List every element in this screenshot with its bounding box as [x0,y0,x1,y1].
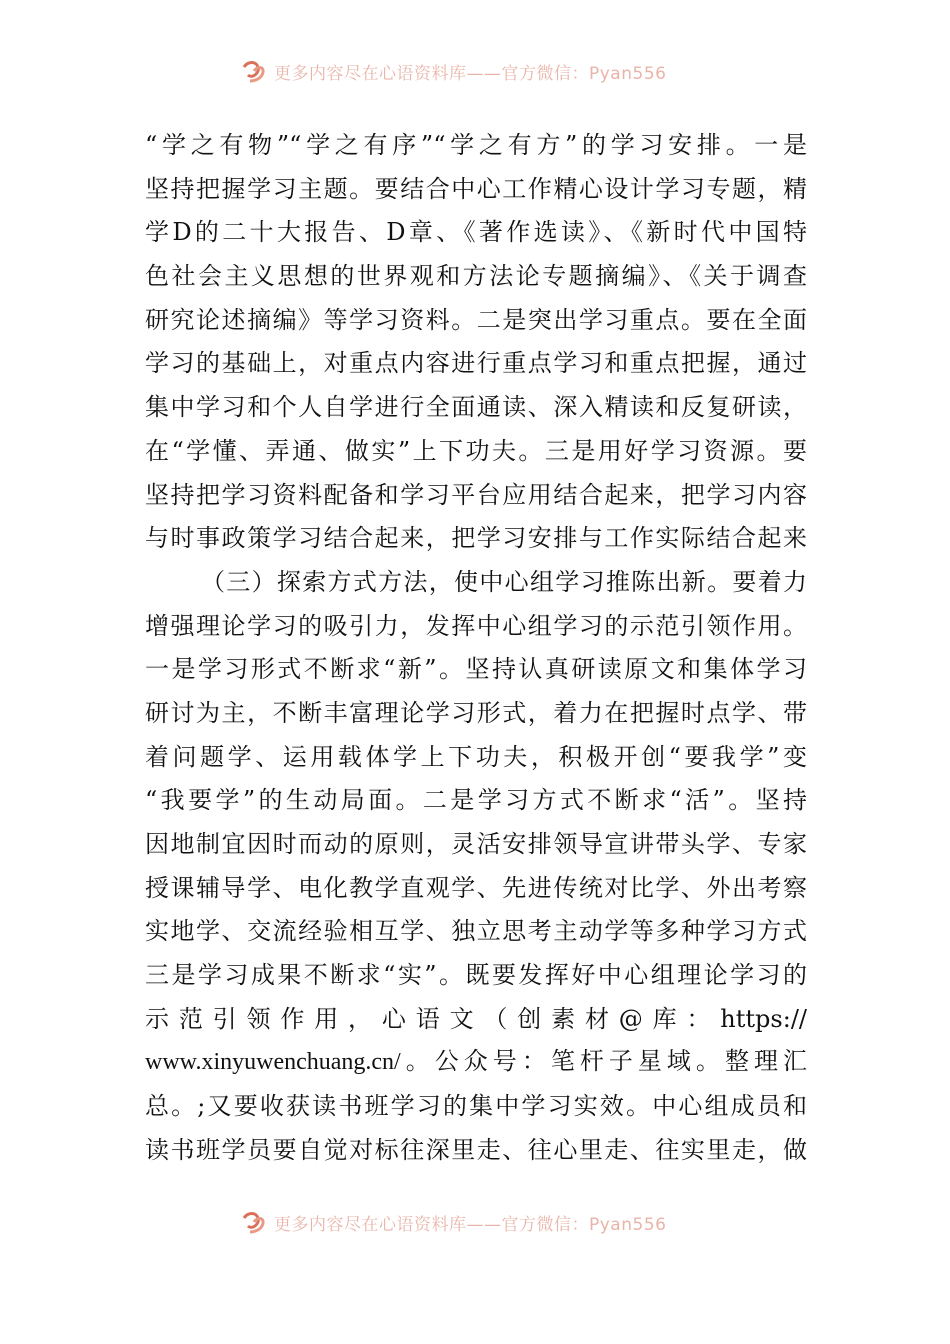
logo-icon [240,57,268,85]
document-body [145,124,807,1173]
text-line: 总。;又要收获读书班学习的集中学习实效。中心组成员和 [145,1092,807,1121]
text-line: 色社会主义思想的世界观和方法论专题摘编》、《关于调查 [145,262,807,291]
text-line: 与时事政策学习结合起来，把学习安排与工作实际结合起来 [145,524,807,553]
text-line: 研讨为主，不断丰富理论学习形式，着力在把握时点学、带 [145,698,807,727]
text-line-url: www.xinyuwenchuang.cn/。公众号：笔杆子星域。整理汇 [145,1049,807,1076]
text-line: 研究论述摘编》等学习资料。二是突出学习重点。要在全面 [145,305,807,334]
text-line: 三是学习成果不断求“实”。既要发挥好中心组理论学习的 [145,961,807,990]
watermark-footer [240,1205,760,1239]
text-line: 坚持把学习资料配备和学习平台应用结合起来，把学习内容 [145,480,807,509]
text-line: 着问题学、运用载体学上下功夫，积极开创“要我学”变 [145,742,807,771]
text-line: “学之有物”“学之有序”“学之有方”的学习安排。一是 [145,131,807,159]
text-line: 坚持把握学习主题。要结合中心工作精心设计学习专题，精 [145,174,807,203]
watermark-text: 更多内容尽在心语资料库——官方微信：Pyan556 [274,63,667,84]
text-line: 学D的二十大报告、D章、《著作选读》、《新时代中国特 [145,218,807,247]
text-line: 实地学、交流经验相互学、独立思考主动学等多种学习方式 [145,917,807,946]
logo-icon [240,1208,268,1236]
text-line: 授课辅导学、电化教学直观学、先进传统对比学、外出考察 [145,873,807,902]
watermark-text: 更多内容尽在心语资料库——官方微信：Pyan556 [274,1214,667,1235]
text-line: 集中学习和个人自学进行全面通读、深入精读和反复研读， [145,393,807,422]
text-line: 示范引领作用，心语文（创素材@库：https:// [145,1004,807,1033]
text-line: 一是学习形式不断求“新”。坚持认真研读原文和集体学习 [145,655,807,684]
text-line: 增强理论学习的吸引力，发挥中心组学习的示范引领作用。 [145,611,807,640]
text-line: 读书班学员要自觉对标往深里走、往心里走、往实里走，做 [145,1135,807,1164]
text-line: 因地制宜因时而动的原则，灵活安排领导宣讲带头学、专家 [145,830,807,858]
watermark-header [240,54,760,88]
section-heading-line: （三）探索方式方法，使中心组学习推陈出新。要着力 [201,567,807,596]
text-line: “我要学”的生动局面。二是学习方式不断求“活”。坚持 [145,786,807,815]
text-line: 在“学懂、弄通、做实”上下功夫。三是用好学习资源。要 [145,436,807,465]
text-line: 学习的基础上，对重点内容进行重点学习和重点把握，通过 [145,349,807,378]
